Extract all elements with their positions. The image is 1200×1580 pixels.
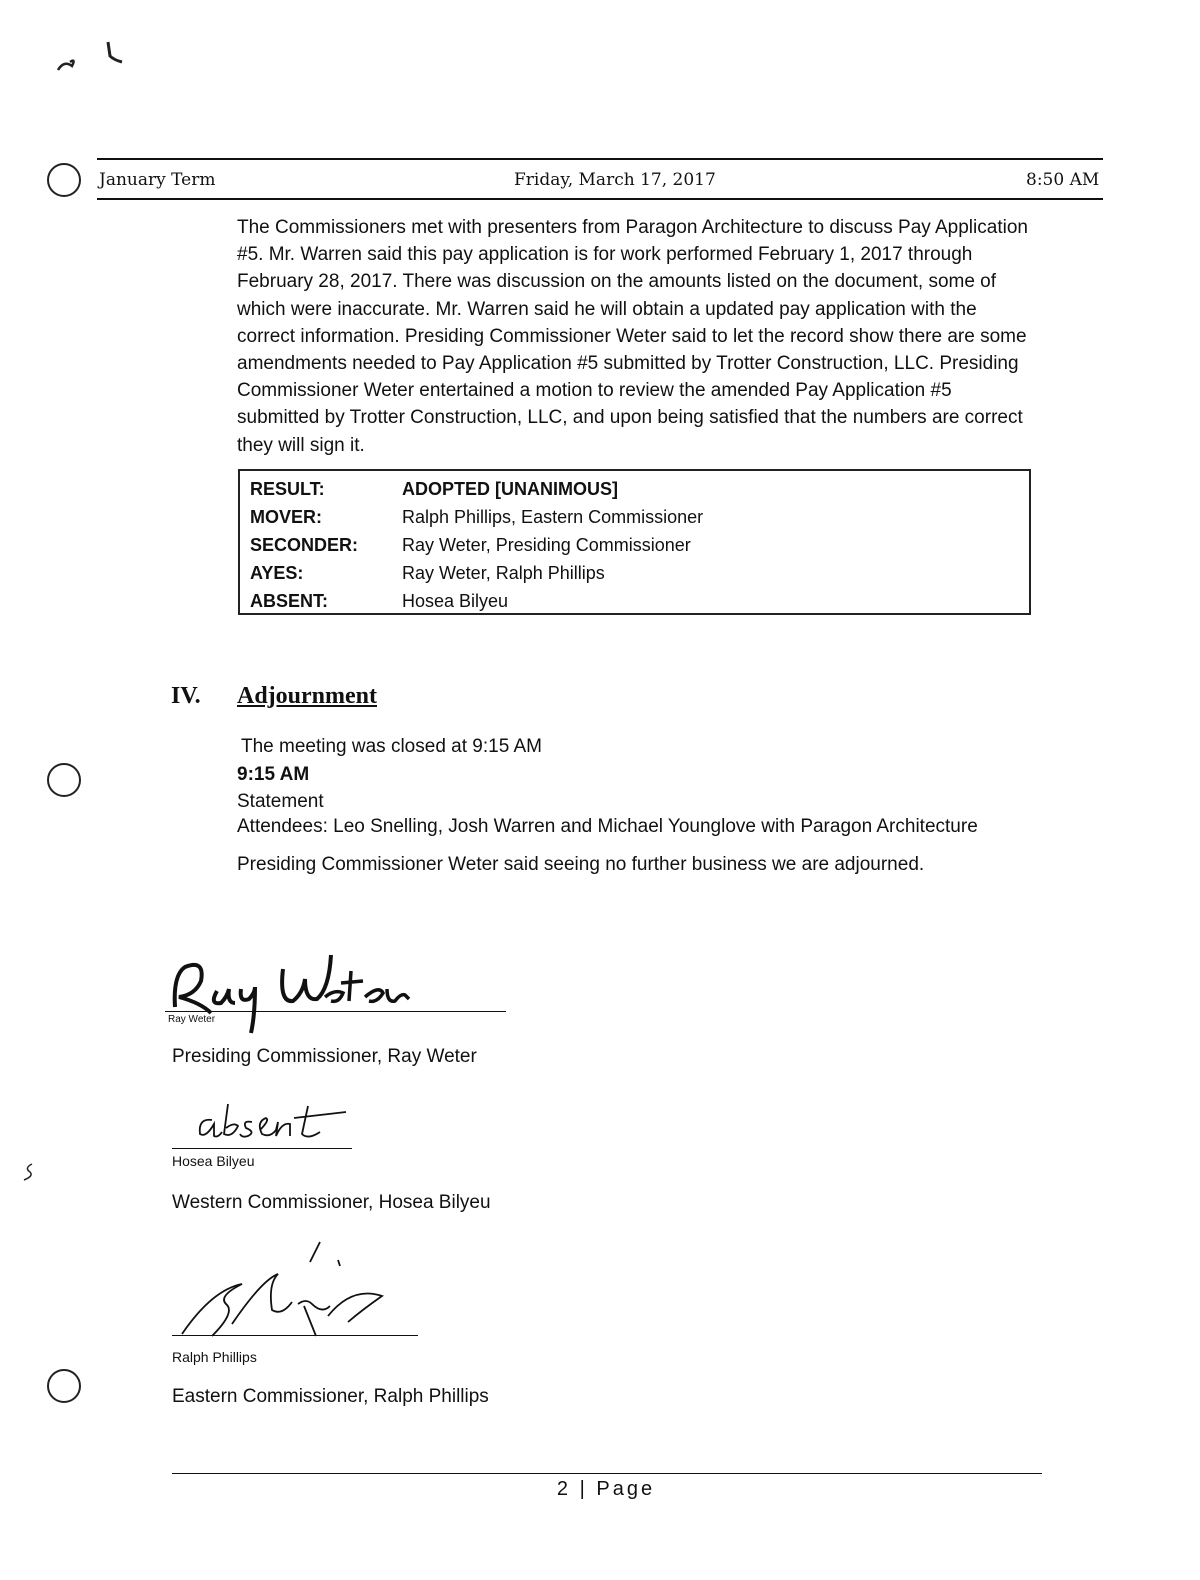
signature-line [172,1148,352,1149]
statement-label: Statement [237,791,324,812]
vote-label: RESULT: [250,479,325,499]
signature-absent [190,1098,370,1148]
signature-ralph-phillips [172,1240,422,1340]
signature-line [172,1335,418,1336]
header-bottom-rule [97,198,1103,200]
section-title: Adjournment [237,683,378,709]
punch-hole-top [47,163,81,197]
adjourned-text: Presiding Commissioner Weter said seeing no further business we are adjourned. [237,854,925,875]
vote-value: Hosea Bilyeu [402,591,509,611]
vote-value: ADOPTED [UNANIMOUS] [402,479,618,499]
meeting-closed-time: 9:15 AM [237,764,310,785]
vote-label: SECONDER: [250,535,359,555]
vote-result-table [238,469,1031,615]
page-number: 2 | Page [556,1478,656,1500]
scan-mark [50,38,130,78]
footer-rule [172,1473,1042,1474]
vote-value: Ralph Phillips, Eastern Commissioner [402,507,704,527]
signature-name: Hosea Bilyeu [172,1153,255,1169]
signature-ray-weter [165,945,465,1045]
signature-name: Ray Weter [168,1014,216,1025]
signatory-title: Western Commissioner, Hosea Bilyeu [172,1192,491,1213]
signatory-title: Presiding Commissioner, Ray Weter [172,1046,477,1067]
punch-hole-bottom [47,1369,81,1403]
vote-label: ABSENT: [250,591,329,611]
vote-value: Ray Weter, Presiding Commissioner [402,535,691,555]
header-date: Friday, March 17, 2017 [514,170,716,190]
header-top-rule [97,158,1103,160]
scan-mark [18,1160,38,1184]
attendees-text: Attendees: Leo Snelling, Josh Warren and Michael Younglove with Paragon Architecture [237,816,978,837]
minutes-paragraph: The Commissioners met with presenters from Paragon Architecture to discuss Pay Application #5. Mr. Warren said this pay application is for work performed February 1, 2017 through February 28, 2017. There was discussion on the amounts listed on the document, some of which were inaccurate. Mr. Warren said he will obtain a updated pay application with the correct information. Presiding Commissioner Weter said to let the record show there are some amendments needed to Pay Application #5 submitted by Trotter Construction, LLC. Presiding Commissioner Weter entertained a motion to review the amended Pay Application #5 submitted by Trotter Construction, LLC, and upon being satisfied that the numbers are correct they will sign it. [237,217,1028,456]
vote-value: Ray Weter, Ralph Phillips [402,563,605,583]
section-number: IV. [171,683,201,709]
vote-label: AYES: [250,563,304,583]
vote-label: MOVER: [250,507,322,527]
punch-hole-middle [47,763,81,797]
header-term: January Term [99,170,216,190]
signature-line [165,1011,506,1012]
signatory-title: Eastern Commissioner, Ralph Phillips [172,1386,489,1407]
meeting-closed-text: The meeting was closed at 9:15 AM [241,736,542,757]
signature-name: Ralph Phillips [172,1349,257,1365]
header-time: 8:50 AM [1026,170,1100,190]
